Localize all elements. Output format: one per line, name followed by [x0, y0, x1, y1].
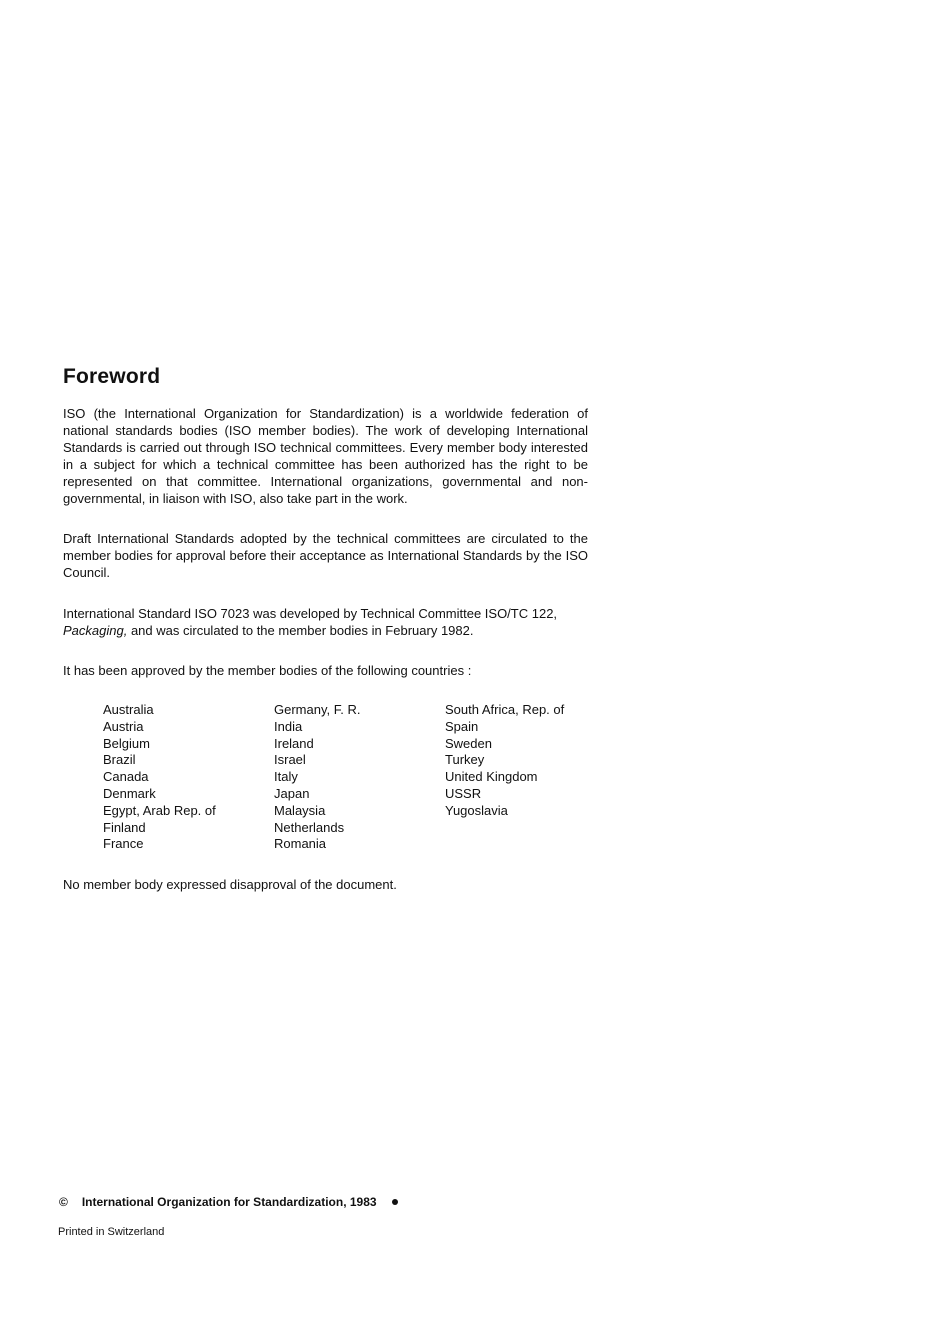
country-item: South Africa, Rep. of	[445, 702, 565, 717]
country-item: Brazil	[103, 752, 136, 768]
country-item: United Kingdom	[445, 769, 538, 785]
country-item: Germany, F. R.	[274, 702, 361, 717]
foreword-paragraph-disapproval: No member body expressed disapproval of the document.	[63, 877, 397, 892]
country-item: Ireland	[274, 735, 314, 751]
country-item: Spain	[445, 718, 479, 734]
countries-column-1	[103, 702, 274, 853]
country-item: Turkey	[445, 752, 485, 768]
country-item: Egypt, Arab Rep. of	[103, 802, 216, 818]
country-item: Denmark	[103, 785, 156, 801]
bullet-icon	[392, 1199, 398, 1205]
country-item: Austria	[103, 718, 144, 734]
printed-location: Printed in Switzerland	[58, 1226, 165, 1238]
country-item: France	[103, 836, 144, 852]
country-item: Belgium	[103, 735, 150, 751]
country-item: Finland	[103, 819, 146, 835]
copyright-text: International Organization for Standardization, 1983	[81, 1195, 377, 1209]
foreword-heading: Foreword	[63, 365, 161, 388]
country-item: Canada	[103, 769, 149, 785]
committee-title: Packaging,	[63, 623, 128, 638]
country-item: Romania	[274, 836, 327, 852]
copyright-line	[59, 1195, 398, 1209]
foreword-paragraph-approval: It has been approved by the member bodies of the following countries :	[63, 663, 472, 678]
country-item: Israel	[274, 752, 306, 768]
country-item: Australia	[103, 702, 154, 717]
country-item: India	[274, 718, 303, 734]
foreword-paragraph-development	[63, 605, 588, 639]
development-text-start: International Standard ISO 7023 was developed by Technical Committee ISO/TC 122,	[63, 606, 558, 621]
country-item: USSR	[445, 785, 482, 801]
country-item: Malaysia	[274, 802, 326, 818]
country-item: Sweden	[445, 735, 492, 751]
countries-column-2	[274, 702, 445, 853]
country-item: Italy	[274, 769, 298, 785]
country-item: Netherlands	[274, 819, 345, 835]
country-item: Japan	[274, 785, 310, 801]
foreword-paragraph-draft-standards: Draft International Standards adopted by the technical committees are circulated to the member bodies for approval before their acceptance as International Standards by the ISO Council.	[63, 531, 588, 580]
approving-countries-list	[103, 702, 623, 853]
countries-column-3	[445, 702, 615, 853]
copyright-icon: ©	[59, 1195, 68, 1209]
country-item: Yugoslavia	[445, 802, 508, 818]
development-text-end: and was circulated to the member bodies in February 1982.	[130, 623, 474, 638]
foreword-paragraph-iso: ISO (the International Organization for Standardization) is a worldwide federation of national standards bodies (ISO member bodies). The work of developing International Standards is carried out through ISO technical committees. Every member body interested in a subject for which a technical committee has been authorized has the right to be represented on that committee. International organizations, governmental and non-governmental, in liaison with ISO, also take part in the work.	[63, 406, 588, 506]
